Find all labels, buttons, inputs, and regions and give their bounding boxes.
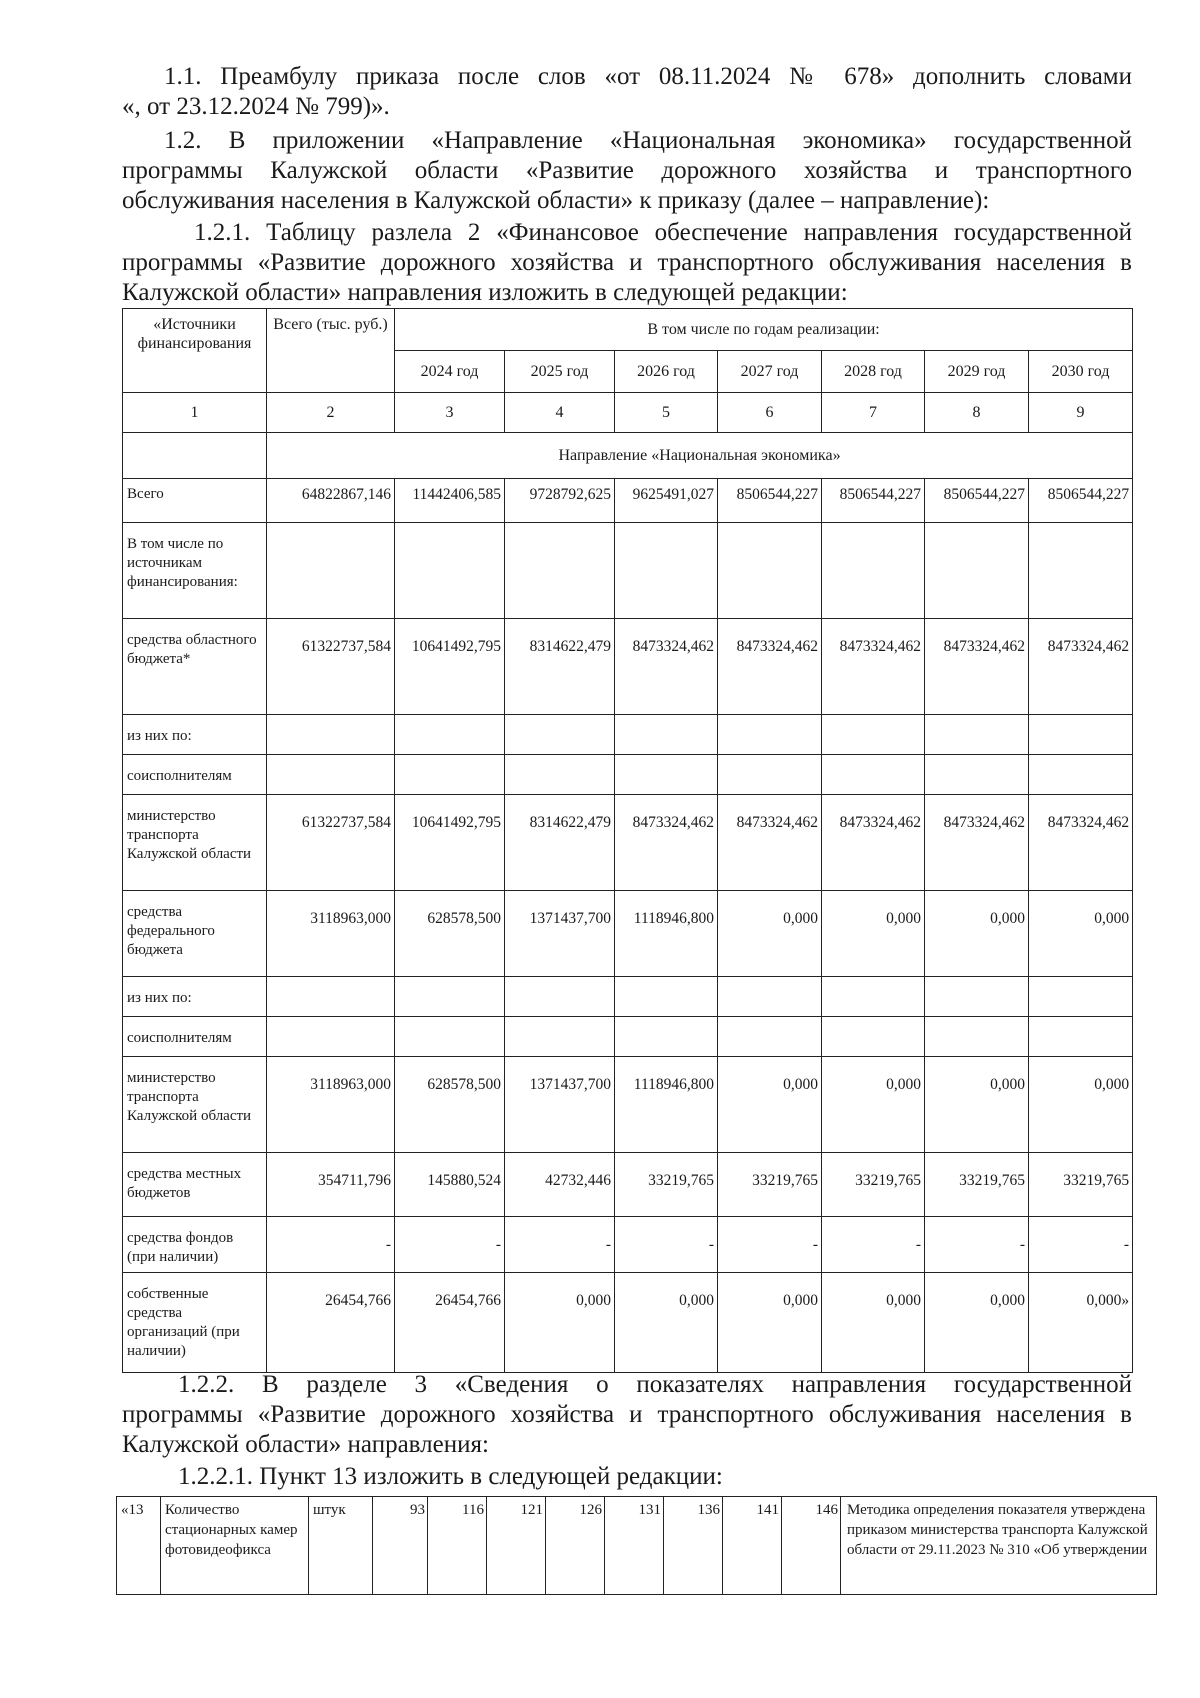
cell-value — [925, 523, 1029, 619]
header-year: 2024 год — [395, 351, 505, 393]
column-numbers-row — [123, 393, 1133, 433]
cell-value: 33219,765 — [1029, 1153, 1133, 1217]
cell-value: 8473324,462 — [615, 619, 718, 715]
cell-value: 26454,766 — [267, 1273, 395, 1373]
cell-value — [505, 715, 615, 755]
paragraph-line: программы «Развитие дорожного хозяйства и транспортного обслуживания населения в — [122, 1401, 1132, 1428]
indicator-value: 136 — [664, 1497, 723, 1595]
header-by-years: В том числе по годам реализации: — [395, 309, 1133, 351]
cell-value: 64822867,146 — [267, 479, 395, 523]
cell-value: 33219,765 — [615, 1153, 718, 1217]
column-number: 6 — [718, 393, 822, 433]
table-row — [123, 479, 1133, 523]
indicator-unit: штук — [309, 1497, 373, 1595]
finance-table — [122, 308, 1133, 1373]
cell-value: 8314622,479 — [505, 619, 615, 715]
cell-value — [615, 977, 718, 1017]
cell-value: 8506544,227 — [1029, 479, 1133, 523]
column-number: 9 — [1029, 393, 1133, 433]
direction-title: Направление «Национальная экономика» — [267, 433, 1133, 479]
cell-value: 145880,524 — [395, 1153, 505, 1217]
cell-value: 0,000 — [1029, 891, 1133, 977]
cell-value: 3118963,000 — [267, 1057, 395, 1153]
cell-value — [718, 1017, 822, 1057]
row-label: средства областного бюджета* — [123, 619, 267, 715]
row-label: соисполнителям — [123, 1017, 267, 1057]
cell-value: 8473324,462 — [718, 619, 822, 715]
cell-value: - — [505, 1217, 615, 1273]
cell-value: 8473324,462 — [925, 795, 1029, 891]
direction-row — [123, 433, 1133, 479]
indicator-value: 141 — [723, 1497, 782, 1595]
indicator-value: 126 — [546, 1497, 605, 1595]
cell-value: 10641492,795 — [395, 619, 505, 715]
table-row — [123, 795, 1133, 891]
cell-value: 0,000 — [718, 1057, 822, 1153]
column-number: 7 — [822, 393, 925, 433]
cell-value: 354711,796 — [267, 1153, 395, 1217]
paragraph-line: программы «Развитие дорожного хозяйства и транспортного обслуживания населения в — [122, 249, 1132, 276]
cell-value — [718, 523, 822, 619]
cell-value — [1029, 715, 1133, 755]
row-label: средства федерального бюджета — [123, 891, 267, 977]
cell-value: 9728792,625 — [505, 479, 615, 523]
table-row — [123, 1057, 1133, 1153]
cell-value — [395, 977, 505, 1017]
table-row — [123, 1217, 1133, 1273]
indicator-value: 131 — [605, 1497, 664, 1595]
cell-value — [822, 715, 925, 755]
cell-value: - — [615, 1217, 718, 1273]
paragraph-1-2-2 — [122, 1370, 1132, 1460]
cell-value: - — [925, 1217, 1029, 1273]
cell-value — [615, 715, 718, 755]
cell-value: 628578,500 — [395, 891, 505, 977]
cell-value: 33219,765 — [718, 1153, 822, 1217]
cell-value: 0,000 — [1029, 1057, 1133, 1153]
paragraph-line: обслуживания населения в Калужской области» к приказу (далее – направление): — [122, 187, 990, 214]
indicator-table — [116, 1496, 1157, 1595]
cell-value: - — [395, 1217, 505, 1273]
column-number: 3 — [395, 393, 505, 433]
header-total: Всего (тыс. руб.) — [267, 309, 395, 393]
cell-value: 61322737,584 — [267, 795, 395, 891]
cell-value — [718, 715, 822, 755]
header-year: 2030 год — [1029, 351, 1133, 393]
table-row — [123, 1017, 1133, 1057]
header-sources: «Источники финансирования — [123, 309, 267, 393]
cell-value: 8506544,227 — [925, 479, 1029, 523]
cell-value: 26454,766 — [395, 1273, 505, 1373]
header-year: 2028 год — [822, 351, 925, 393]
row-label: министерство транспорта Калужской области — [123, 795, 267, 891]
indicator-number: «13 — [117, 1497, 161, 1595]
cell-value — [822, 523, 925, 619]
cell-value: 8314622,479 — [505, 795, 615, 891]
cell-value: 628578,500 — [395, 1057, 505, 1153]
indicator-value: 116 — [428, 1497, 487, 1595]
cell-value: - — [822, 1217, 925, 1273]
cell-value — [395, 523, 505, 619]
paragraph-line: 1.1. Преамбулу приказа после слов «от 08.11.2024 № 678» дополнить словами — [164, 63, 1132, 90]
cell-value — [1029, 755, 1133, 795]
cell-value: 8473324,462 — [1029, 619, 1133, 715]
cell-value — [395, 715, 505, 755]
column-number: 2 — [267, 393, 395, 433]
column-number: 1 — [123, 393, 267, 433]
indicator-value: 93 — [373, 1497, 428, 1595]
empty-cell — [123, 433, 267, 479]
row-label: из них по: — [123, 715, 267, 755]
paragraph-line: Калужской области» направления: — [122, 1431, 489, 1458]
row-label: из них по: — [123, 977, 267, 1017]
row-label: средства местных бюджетов — [123, 1153, 267, 1217]
paragraph-line: 1.2.2. В разделе 3 «Сведения о показателях направления государственной — [178, 1371, 1132, 1398]
cell-value — [925, 1017, 1029, 1057]
finance-body — [123, 479, 1133, 1373]
cell-value: 9625491,027 — [615, 479, 718, 523]
cell-value — [267, 715, 395, 755]
cell-value: 8473324,462 — [822, 619, 925, 715]
table-row — [123, 755, 1133, 795]
table-row — [123, 891, 1133, 977]
cell-value — [1029, 1017, 1133, 1057]
row-label: средства фондов (при наличии) — [123, 1217, 267, 1273]
cell-value: 0,000 — [925, 1273, 1029, 1373]
cell-value — [822, 755, 925, 795]
cell-value: 8473324,462 — [718, 795, 822, 891]
cell-value — [505, 523, 615, 619]
cell-value: 0,000 — [718, 1273, 822, 1373]
cell-value: 0,000 — [718, 891, 822, 977]
paragraph-line: программы Калужской области «Развитие дорожного хозяйства и транспортного — [122, 157, 1132, 184]
header-year: 2026 год — [615, 351, 718, 393]
cell-value — [925, 977, 1029, 1017]
row-label: министерство транспорта Калужской области — [123, 1057, 267, 1153]
cell-value — [267, 523, 395, 619]
row-label: В том числе по источникам финансирования: — [123, 523, 267, 619]
cell-value: 0,000 — [822, 1057, 925, 1153]
paragraph-1-2 — [122, 126, 1132, 216]
cell-value — [505, 1017, 615, 1057]
cell-value — [925, 715, 1029, 755]
cell-value: 1118946,800 — [615, 891, 718, 977]
cell-value — [395, 755, 505, 795]
table-row — [123, 523, 1133, 619]
indicator-value: 121 — [487, 1497, 546, 1595]
column-number: 8 — [925, 393, 1029, 433]
cell-value — [822, 1017, 925, 1057]
cell-value: 33219,765 — [822, 1153, 925, 1217]
table-row — [123, 1153, 1133, 1217]
cell-value: 0,000» — [1029, 1273, 1133, 1373]
cell-value: 0,000 — [822, 891, 925, 977]
cell-value — [718, 977, 822, 1017]
row-label: соисполнителям — [123, 755, 267, 795]
paragraph-line: «, от 23.12.2024 № 799)». — [122, 93, 390, 120]
cell-value: 1371437,700 — [505, 1057, 615, 1153]
paragraph-line: 1.2.1. Таблицу разлела 2 «Финансовое обеспечение направления государственной — [194, 219, 1132, 246]
header-year: 2025 год — [505, 351, 615, 393]
table-row — [123, 715, 1133, 755]
indicator-note: Методика определения показателя утверждена приказом министерства транспорта Калужской области от 29.11.2023 № 310 «Об утверждении — [841, 1497, 1157, 1595]
cell-value: 42732,446 — [505, 1153, 615, 1217]
column-number: 5 — [615, 393, 718, 433]
header-year: 2027 год — [718, 351, 822, 393]
cell-value — [505, 977, 615, 1017]
cell-value — [505, 755, 615, 795]
cell-value: 0,000 — [925, 891, 1029, 977]
cell-value — [395, 1017, 505, 1057]
indicator-name: Количество стационарных камер фотовидеофикса — [161, 1497, 309, 1595]
paragraph-line: Калужской области» направления изложить в следующей редакции: — [122, 279, 848, 306]
cell-value: 0,000 — [822, 1273, 925, 1373]
header-year: 2029 год — [925, 351, 1029, 393]
cell-value: 8506544,227 — [822, 479, 925, 523]
cell-value: 33219,765 — [925, 1153, 1029, 1217]
paragraph-1-2-1 — [122, 218, 1132, 308]
table-row — [123, 619, 1133, 715]
cell-value: 8473324,462 — [615, 795, 718, 891]
cell-value: 1371437,700 — [505, 891, 615, 977]
cell-value: 8506544,227 — [718, 479, 822, 523]
paragraph-1-1 — [122, 62, 1132, 122]
table-row — [123, 1273, 1133, 1373]
cell-value — [615, 523, 718, 619]
cell-value — [267, 755, 395, 795]
cell-value: - — [718, 1217, 822, 1273]
cell-value: 61322737,584 — [267, 619, 395, 715]
paragraph-line: 1.2.2.1. Пункт 13 изложить в следующей редакции: — [178, 1463, 723, 1490]
cell-value: 10641492,795 — [395, 795, 505, 891]
cell-value — [925, 755, 1029, 795]
cell-value: 8473324,462 — [822, 795, 925, 891]
row-label: собственные средства организаций (при наличии) — [123, 1273, 267, 1373]
cell-value: 11442406,585 — [395, 479, 505, 523]
paragraph-line: 1.2. В приложении «Направление «Национальная экономика» государственной — [164, 127, 1132, 154]
cell-value — [718, 755, 822, 795]
cell-value — [267, 977, 395, 1017]
cell-value — [1029, 977, 1133, 1017]
cell-value: 0,000 — [505, 1273, 615, 1373]
cell-value: 1118946,800 — [615, 1057, 718, 1153]
table-row — [123, 977, 1133, 1017]
indicator-value: 146 — [782, 1497, 841, 1595]
cell-value: 0,000 — [925, 1057, 1029, 1153]
cell-value: 0,000 — [615, 1273, 718, 1373]
cell-value — [615, 1017, 718, 1057]
cell-value: - — [1029, 1217, 1133, 1273]
cell-value — [267, 1017, 395, 1057]
cell-value: - — [267, 1217, 395, 1273]
row-label: Всего — [123, 479, 267, 523]
cell-value: 8473324,462 — [1029, 795, 1133, 891]
cell-value — [1029, 523, 1133, 619]
column-number: 4 — [505, 393, 615, 433]
cell-value: 3118963,000 — [267, 891, 395, 977]
cell-value — [822, 977, 925, 1017]
paragraph-1-2-2-1 — [122, 1462, 1132, 1492]
cell-value: 8473324,462 — [925, 619, 1029, 715]
indicator-row — [117, 1497, 1157, 1595]
cell-value — [615, 755, 718, 795]
